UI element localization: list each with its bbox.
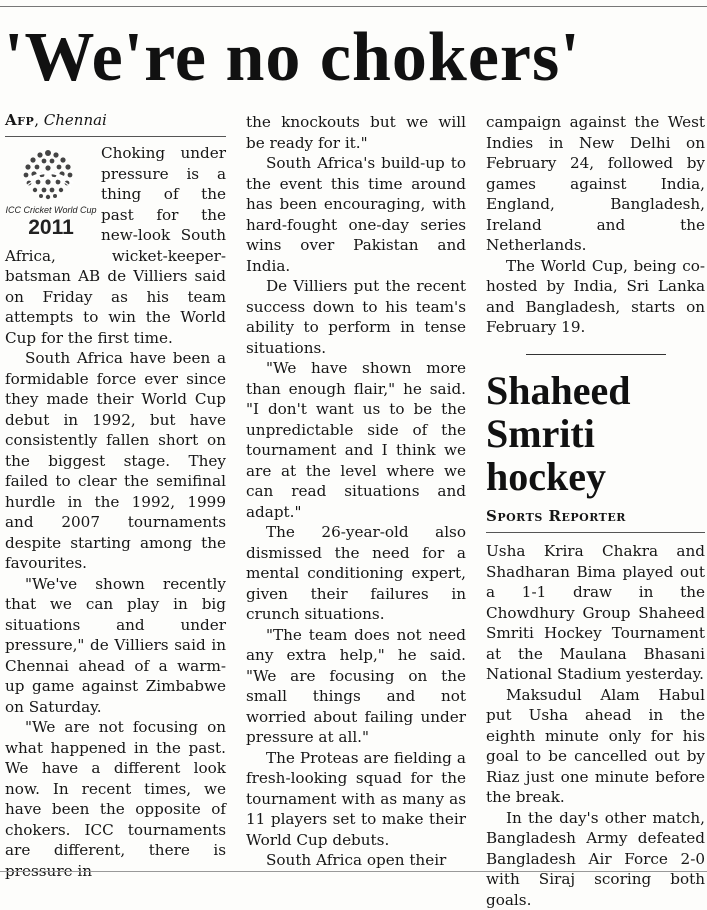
col2-paragraph: the knockouts but we will be ready for it.": [246, 112, 466, 153]
col1-paragraph: Choking under pressure is a thing of the past for the new-look South Africa, wicket-keeper-batsman AB de Villiers said on Friday as his team attempts to win the World Cup for the first time.: [5, 143, 226, 348]
col1-paragraph: South Africa have been a formidable force ever since they made their World Cup debut in 1992, but have consistently fallen short on the biggest stage. They failed to clear the semifinal hurdle in the 1992, 1999 and 2007 tournaments despite starting among the favourites.: [5, 348, 226, 574]
col2-paragraph: South Africa's build-up to the event this time around has been encouraging, with hard-fought one-day series wins over Pakistan and India.: [246, 153, 466, 276]
col2-paragraph: "The team does not need any extra help," he said. "We are focusing on the small things and not worried about failing under pressure at all.": [246, 625, 466, 748]
col2-paragraph: South Africa open their: [246, 850, 466, 871]
world-cup-logo: [5, 143, 93, 241]
hockey-paragraph: Maksudul Alam Habul put Usha ahead in the eighth minute only for his goal to be cancelled out by Riaz just one minute before the break.: [486, 685, 705, 808]
article-column-3: [486, 112, 705, 910]
hockey-headline: [486, 369, 705, 498]
article-column-2: [246, 112, 466, 871]
col2-paragraph: The 26-year-old also dismissed the need for a mental conditioning expert, given their failures in crunch situations.: [246, 522, 466, 625]
byline-city: Chennai: [44, 111, 107, 129]
hockey-headline-line: Smriti: [486, 412, 705, 455]
hockey-paragraph: Usha Krira Chakra and Shadharan Bima played out a 1-1 draw in the Chowdhury Group Shaheed Smriti Hockey Tournament at the Maulana Bhasani National Stadium yesterday.: [486, 541, 705, 685]
hockey-headline-line: hockey: [486, 455, 705, 498]
hockey-headline-line: Shaheed: [486, 369, 705, 412]
byline-agency: Afp: [5, 111, 34, 129]
logo-caption: ICC Cricket World Cup: [5, 205, 97, 215]
article-column-1: [5, 110, 226, 881]
headline: 'We're no chokers': [4, 22, 704, 94]
byline: Afp, Chennai: [5, 110, 226, 130]
hockey-byline-rule: [486, 532, 705, 533]
hockey-paragraph: In the day's other match, Bangladesh Army defeated Bangladesh Air Force 2-0 with Siraj scoring both goals.: [486, 808, 705, 910]
col2-paragraph: "We have shown more than enough flair," he said. "I don't want us to be the unpredictable side of the tournament and I think we are at the level where we can read situations and adapt.": [246, 358, 466, 522]
col3-paragraph: campaign against the West Indies in New Delhi on February 24, followed by games against India, England, Bangladesh, Ireland and the Netherlands.: [486, 112, 705, 256]
col1-paragraph: "We are not focusing on what happened in the past. We have a different look now. In recent times, we have been the opposite of chokers. ICC tournaments are different, there is pressure in: [5, 717, 226, 881]
col2-paragraph: De Villiers put the recent success down to his team's ability to perform in tense situations.: [246, 276, 466, 358]
logo-year: 2011: [5, 217, 97, 239]
bottom-rule: [0, 871, 707, 872]
story-separator: [526, 354, 666, 355]
cricket-ball-logo-icon: [13, 143, 83, 205]
byline-rule: [5, 136, 226, 137]
hockey-byline: Sports Reporter: [486, 506, 705, 527]
col3-paragraph: The World Cup, being co-hosted by India, Sri Lanka and Bangladesh, starts on February 19.: [486, 256, 705, 338]
top-rule: [0, 6, 707, 7]
col2-paragraph: The Proteas are fielding a fresh-looking squad for the tournament with as many as 11 players set to make their World Cup debuts.: [246, 748, 466, 851]
col1-paragraph: "We've shown recently that we can play in big situations and under pressure," de Villiers said in Chennai ahead of a warm-up game against Zimbabwe on Saturday.: [5, 574, 226, 718]
